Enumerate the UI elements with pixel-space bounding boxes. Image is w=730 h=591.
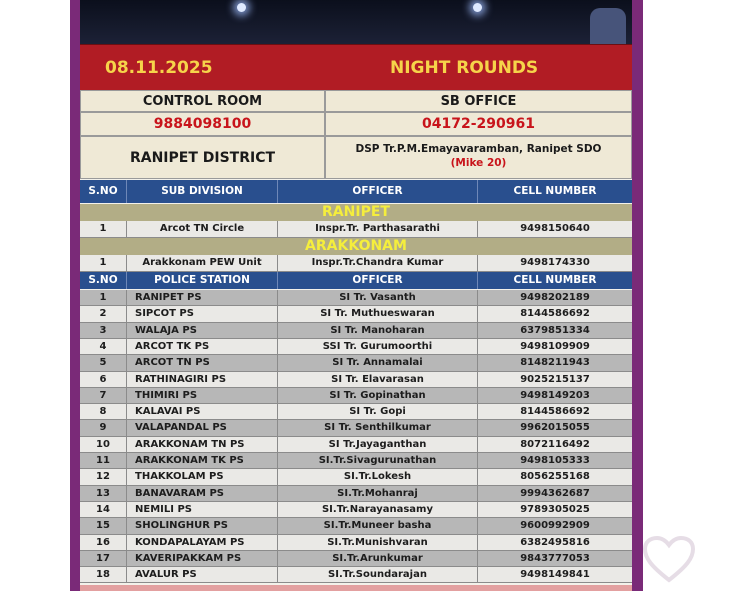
subdivision-header-row — [80, 180, 632, 203]
phone-cell: 9498174330 — [520, 257, 590, 268]
officer-cell: SI Tr. Muthueswaran — [278, 306, 478, 322]
station-cell: ARAKKONAM TN PS — [127, 437, 278, 452]
sno-cell: 3 — [80, 323, 127, 338]
sno-cell: 16 — [80, 535, 127, 550]
officer-cell: Inspr.Tr.Chandra Kumar — [278, 255, 478, 271]
phone-cell: 6382495816 — [520, 537, 590, 548]
sno-cell: 12 — [80, 469, 127, 485]
phone-cell: 9600992909 — [520, 520, 590, 531]
officer-cell: SI.Tr.Arunkumar — [278, 551, 478, 566]
station-cell: RANIPET PS — [127, 290, 278, 305]
phone-cell: 9498149203 — [520, 390, 590, 401]
sno-cell: 1 — [80, 255, 127, 271]
phone-cell: 9789305025 — [520, 504, 590, 515]
officer-cell: SI.Tr.Soundarajan — [278, 567, 478, 582]
station-cell: THAKKOLAM PS — [127, 469, 278, 485]
col-sno-header: S.NO — [80, 272, 127, 289]
dsp-callsign: (Mike 20) — [450, 157, 507, 169]
station-cell: NEMILI PS — [127, 502, 278, 517]
phone-cell: 9498202189 — [520, 292, 590, 303]
phone-cell: 9843777053 — [520, 553, 590, 564]
officer-cell: Inspr.Tr. Parthasarathi — [278, 221, 478, 237]
station-cell: VALAPANDAL PS — [127, 420, 278, 436]
col-officer-header: OFFICER — [278, 272, 478, 289]
sheet-content — [80, 0, 632, 591]
station-cell: ARCOT TN PS — [127, 355, 278, 371]
phone-cell: 9498109909 — [520, 341, 590, 352]
sno-cell: 15 — [80, 518, 127, 534]
sno-cell: 5 — [80, 355, 127, 371]
officer-cell: SI.Tr.Narayanasamy — [278, 502, 478, 517]
unit-cell: Arcot TN Circle — [127, 221, 278, 237]
col-officer-header: OFFICER — [278, 180, 478, 203]
phone-cell: 8144586692 — [520, 406, 590, 417]
control-room-number: 9884098100 — [80, 112, 325, 136]
sb-office-number: 04172-290961 — [325, 112, 632, 136]
officer-cell: SI.Tr.Lokesh — [278, 469, 478, 485]
table-row — [80, 323, 632, 339]
table-row — [80, 437, 632, 453]
title-bar — [80, 44, 632, 92]
table-row — [80, 221, 632, 238]
station-cell: BANAVARAM PS — [127, 486, 278, 501]
officer-cell: SI Tr. Gopinathan — [278, 388, 478, 403]
officer-cell: SI.Tr.Sivagurunathan — [278, 453, 478, 468]
table-row — [80, 567, 632, 583]
table-row — [80, 535, 632, 551]
station-cell: ARCOT TK PS — [127, 339, 278, 354]
phone-cell: 9498149841 — [520, 569, 590, 580]
station-header-row — [80, 272, 632, 289]
bottom-strip — [80, 585, 632, 591]
night-rounds-sheet — [70, 0, 643, 591]
table-row — [80, 306, 632, 323]
unit-cell: Arakkonam PEW Unit — [127, 255, 278, 271]
group-band-ranipet: RANIPET — [80, 204, 632, 221]
table-row — [80, 502, 632, 518]
dsp-box — [325, 136, 632, 179]
headlight-right-icon — [473, 3, 482, 12]
col-subdivision-header: SUB DIVISION — [127, 180, 278, 203]
table-row — [80, 551, 632, 567]
station-cell: WALAJA PS — [127, 323, 278, 338]
table-row — [80, 518, 632, 535]
phone-cell: 9498105333 — [520, 455, 590, 466]
officer-figure-icon — [590, 8, 626, 44]
officer-cell: SI Tr. Gopi — [278, 404, 478, 419]
officer-cell: SSI Tr. Gurumoorthi — [278, 339, 478, 354]
sno-cell: 17 — [80, 551, 127, 566]
col-station-header: POLICE STATION — [127, 272, 278, 289]
officer-cell: SI Tr. Vasanth — [278, 290, 478, 305]
headlight-left-icon — [237, 3, 246, 12]
control-room-label: CONTROL ROOM — [80, 90, 325, 112]
table-row — [80, 420, 632, 437]
table-row — [80, 355, 632, 372]
table-row — [80, 453, 632, 469]
table-row — [80, 339, 632, 355]
date-label: 08.11.2025 — [105, 58, 213, 78]
col-cell-header: CELL NUMBER — [513, 185, 597, 197]
officer-cell: SI Tr. Annamalai — [278, 355, 478, 371]
sno-cell: 6 — [80, 372, 127, 387]
table-row — [80, 469, 632, 486]
phone-cell: 6379851334 — [520, 325, 590, 336]
station-cell: ARAKKONAM TK PS — [127, 453, 278, 468]
sno-cell: 2 — [80, 306, 127, 322]
phone-cell: 9025215137 — [520, 374, 590, 385]
phone-cell: 9498150640 — [520, 223, 590, 234]
page-title: NIGHT ROUNDS — [390, 58, 539, 78]
officer-cell: SI Tr. Manoharan — [278, 323, 478, 338]
officer-cell: SI.Tr.Mohanraj — [278, 486, 478, 501]
station-cell: KALAVAI PS — [127, 404, 278, 419]
district-name: RANIPET DISTRICT — [80, 136, 325, 179]
table-row — [80, 388, 632, 404]
sno-cell: 4 — [80, 339, 127, 354]
sno-cell: 14 — [80, 502, 127, 517]
sno-cell: 10 — [80, 437, 127, 452]
station-cell: KAVERIPAKKAM PS — [127, 551, 278, 566]
station-cell: THIMIRI PS — [127, 388, 278, 403]
table-row — [80, 372, 632, 388]
sno-cell: 11 — [80, 453, 127, 468]
phone-cell: 8144586692 — [520, 308, 590, 319]
station-cell: RATHINAGIRI PS — [127, 372, 278, 387]
sno-cell: 1 — [80, 290, 127, 305]
station-cell: AVALUR PS — [127, 567, 278, 582]
dsp-officer: DSP Tr.P.M.Emayavaramban, Ranipet SDO — [355, 143, 602, 155]
station-cell: SIPCOT PS — [127, 306, 278, 322]
table-row — [80, 486, 632, 502]
heart-outline-icon — [641, 534, 697, 584]
station-cell: KONDAPALAYAM PS — [127, 535, 278, 550]
sno-cell: 7 — [80, 388, 127, 403]
phone-cell: 9962015055 — [520, 422, 590, 433]
col-sno-header: S.NO — [80, 180, 127, 203]
table-row — [80, 404, 632, 420]
sno-cell: 18 — [80, 567, 127, 582]
station-cell: SHOLINGHUR PS — [127, 518, 278, 534]
group-band-arakkonam: ARAKKONAM — [80, 238, 632, 255]
phone-cell: 8056255168 — [520, 471, 590, 482]
officer-cell: SI.Tr.Munishvaran — [278, 535, 478, 550]
phone-cell: 9994362687 — [520, 488, 590, 499]
sno-cell: 1 — [80, 221, 127, 237]
banner-image — [80, 0, 632, 44]
sno-cell: 13 — [80, 486, 127, 501]
table-row — [80, 255, 632, 272]
officer-cell: SI Tr. Elavarasan — [278, 372, 478, 387]
sno-cell: 8 — [80, 404, 127, 419]
officer-cell: SI Tr. Senthilkumar — [278, 420, 478, 436]
sb-office-label: SB OFFICE — [325, 90, 632, 112]
officer-cell: SI.Tr.Muneer basha — [278, 518, 478, 534]
col-cell-header: CELL NUMBER — [513, 274, 597, 286]
officer-cell: SI Tr.Jayaganthan — [278, 437, 478, 452]
phone-cell: 8148211943 — [520, 357, 590, 368]
phone-cell: 8072116492 — [520, 439, 590, 450]
table-row — [80, 290, 632, 306]
sno-cell: 9 — [80, 420, 127, 436]
